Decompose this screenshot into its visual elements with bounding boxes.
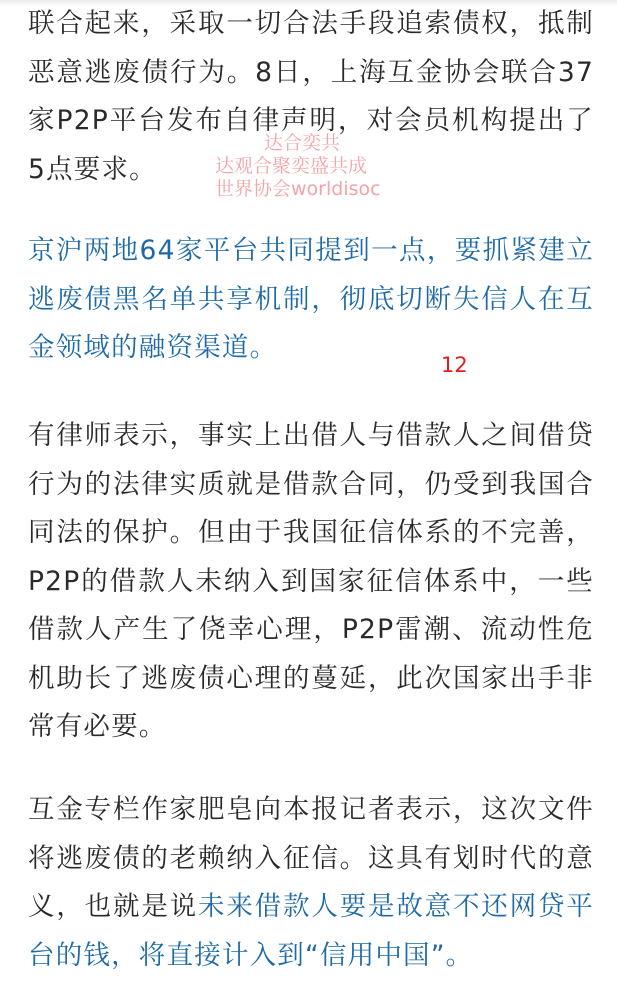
paragraph-3: 有律师表示，事实上出借人与借款人之间借贷行为的法律实质就是借款合同，仍受到我国合同法的保护。但由于我国征信体系的不完善，P2P的借款人未纳入到国家征信体系中，一些借款人产生了侥幸心理，P2P雷潮、流动性危机助长了逃废债心理的蔓延，此次国家出手非常有必要。: [28, 420, 594, 742]
page-number-badge: 12: [441, 353, 468, 377]
paragraph-2-highlight: 京沪两地64家平台共同提到一点，要抓紧建立逃废债黑名单共享机制，彻底切断失信人在互金领域的融资渠道。: [28, 235, 594, 363]
paragraph-4-text: 互金专栏作家肥皂向本报记者表示，这次文件将逃废债的老赖纳入征信。这具有划时代的意义，也就是说: [28, 794, 594, 922]
paragraph-4: [28, 786, 594, 980]
watermark-line-1: 达合奕共: [264, 132, 341, 154]
paragraph-1: 联合起来，采取一切合法手段追索债权，抵制恶意逃废债行为。8日，上海互金协会联合37家P2P平台发布自律声明，对会员机构提出了5点要求。: [28, 8, 594, 185]
watermark-line-2: 达观合聚奕盛共成: [215, 155, 368, 177]
paragraph-4-highlight: 未来借款人要是故意不还网贷平台的钱，将直接计入到“信用中国”。: [28, 891, 594, 971]
watermark-line-3: 世界协会worldisoc: [215, 178, 381, 200]
